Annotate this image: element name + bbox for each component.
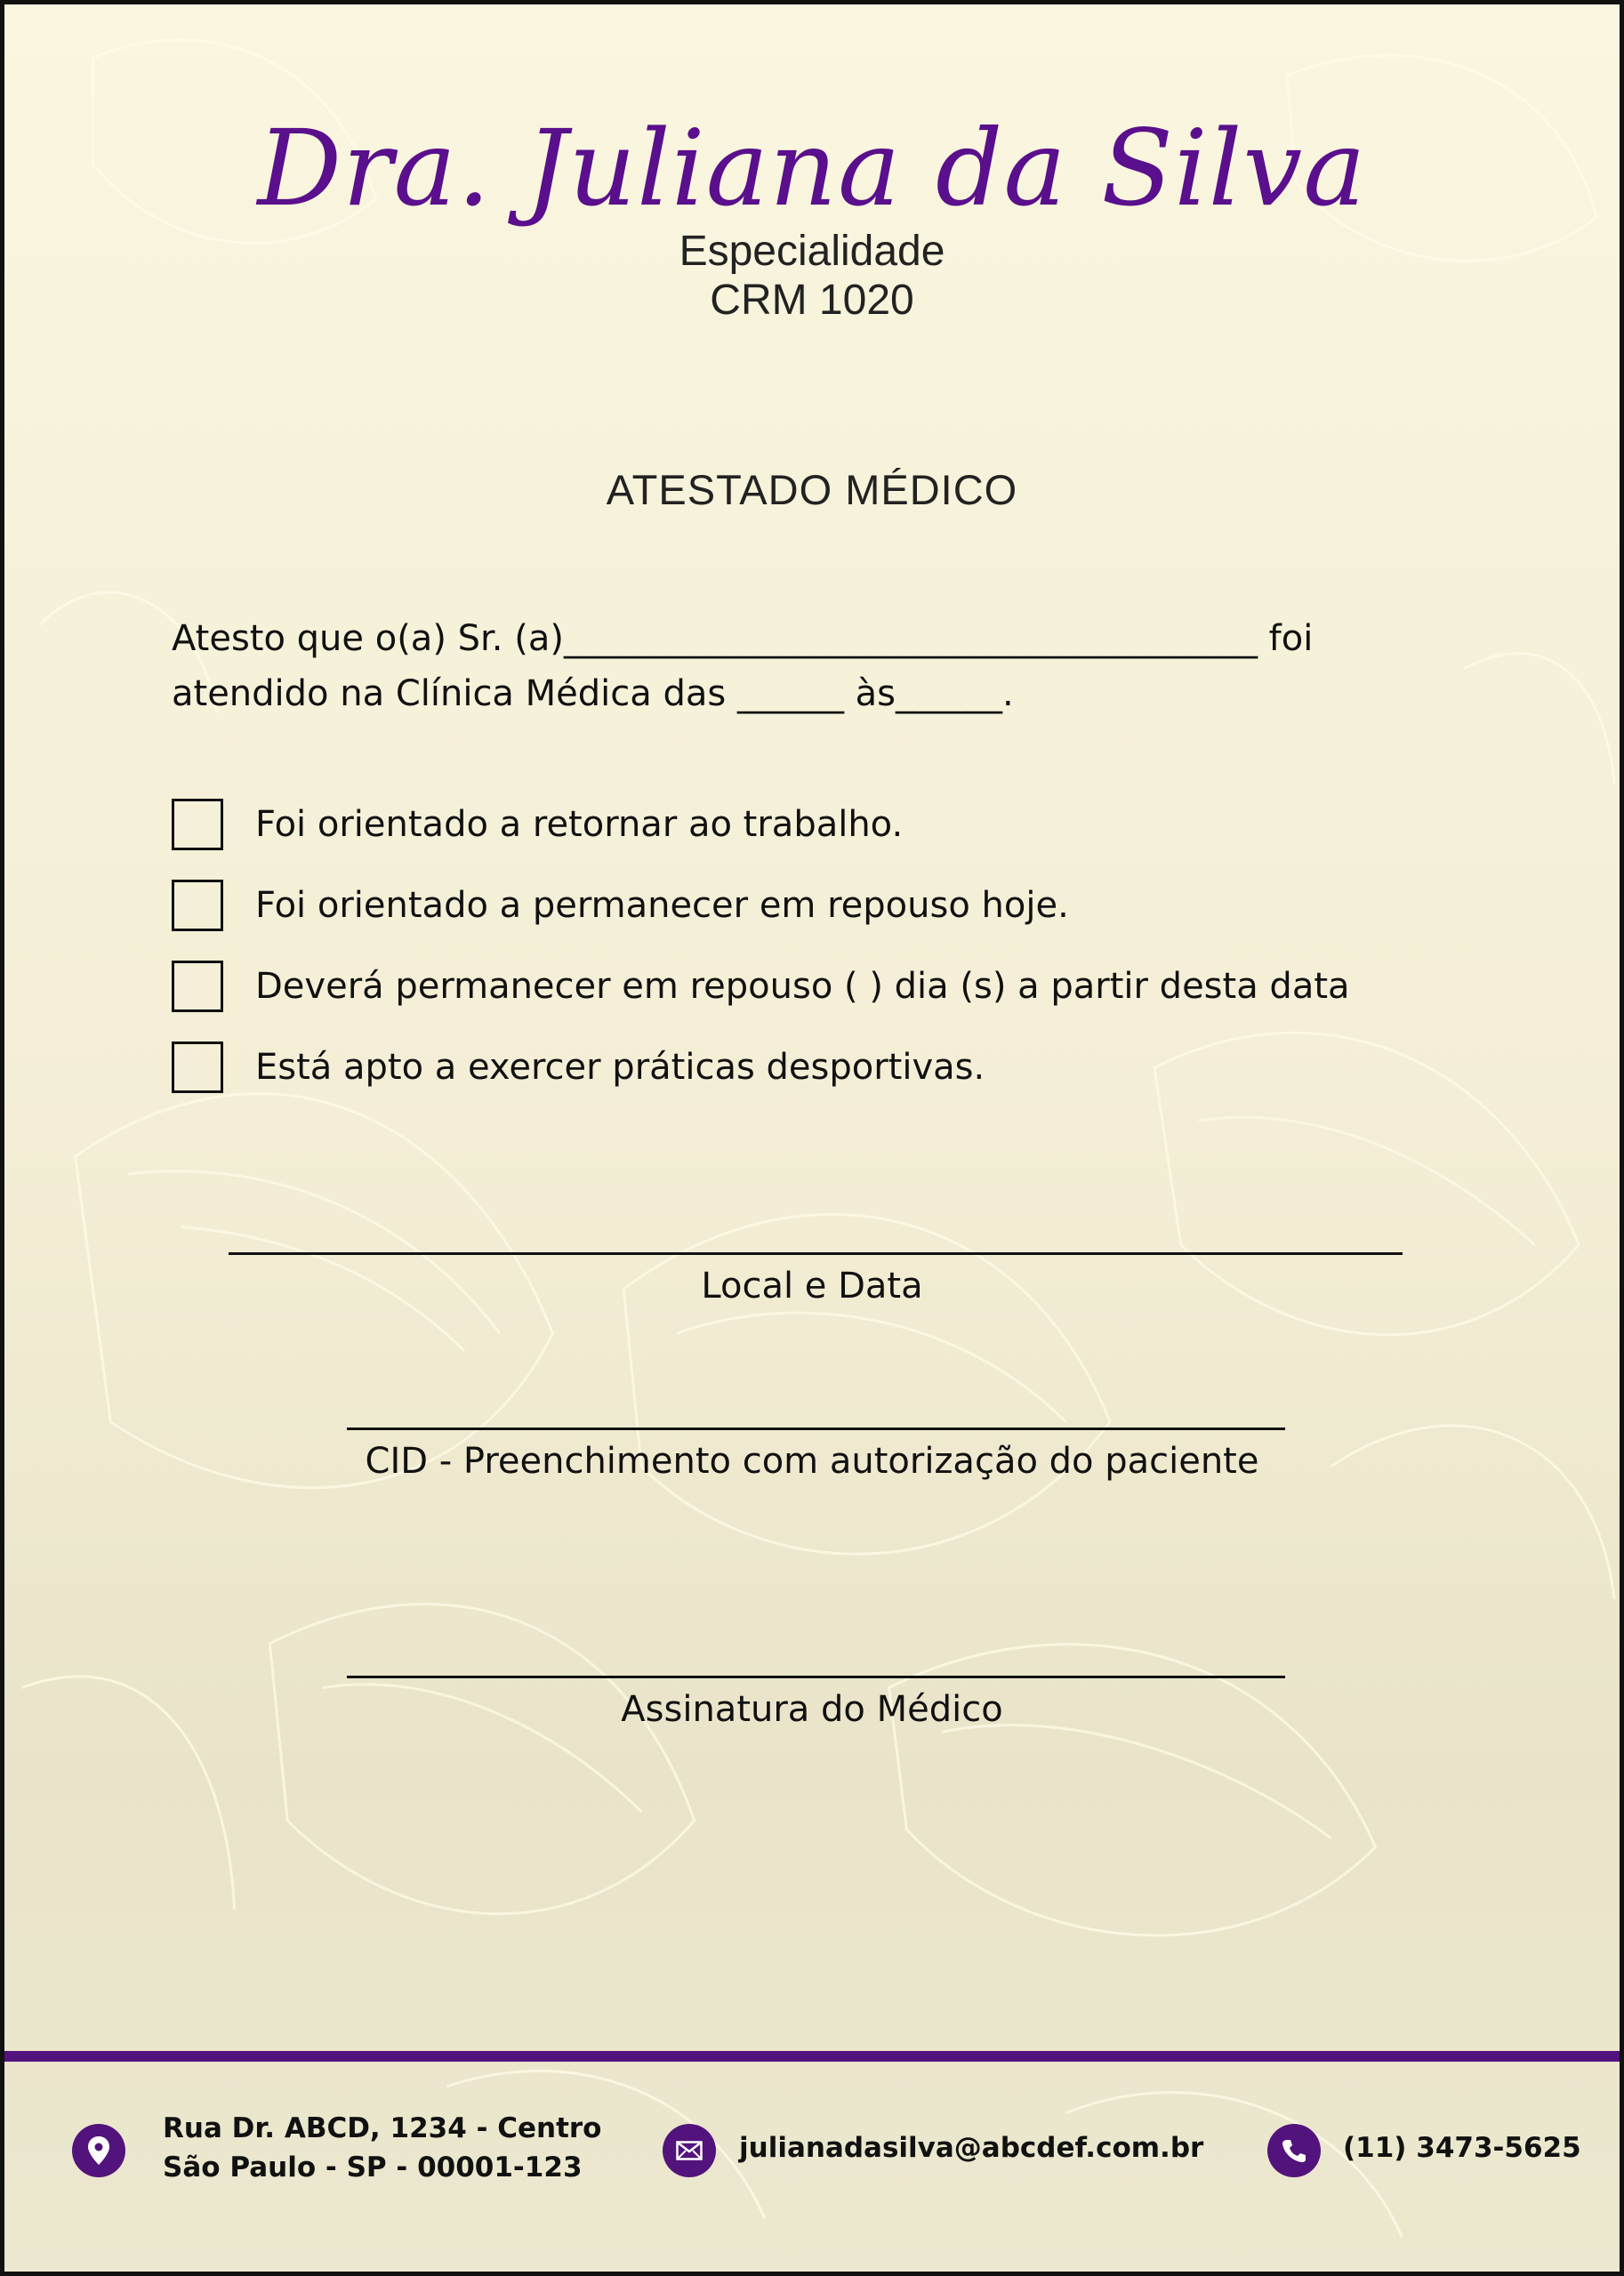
checkbox[interactable] bbox=[172, 1041, 223, 1093]
checklist-item bbox=[172, 798, 1350, 851]
location-pin-icon bbox=[72, 2124, 125, 2177]
statement-line-1: Atesto que o(a) Sr. (a)_______________________________________ foi bbox=[172, 618, 1314, 659]
address-line-1: Rua Dr. ABCD, 1234 - Centro bbox=[163, 2112, 602, 2144]
phone[interactable]: (11) 3473-5625 bbox=[1343, 2132, 1581, 2164]
crm-number: CRM 1020 bbox=[710, 276, 914, 324]
checklist-item bbox=[172, 879, 1350, 932]
checkbox[interactable] bbox=[172, 880, 223, 931]
checklist-item bbox=[172, 960, 1350, 1013]
local-date-line[interactable] bbox=[229, 1252, 1403, 1255]
footer-divider bbox=[4, 2051, 1620, 2062]
envelope-icon bbox=[663, 2124, 716, 2177]
email[interactable]: julianadasilva@abcdef.com.br bbox=[739, 2132, 1204, 2164]
signature-label: Assinatura do Médico bbox=[621, 1689, 1003, 1730]
phone-icon bbox=[1267, 2124, 1321, 2177]
checklist-label: Foi orientado a permanecer em repouso hoje. bbox=[255, 885, 1069, 926]
checklist-label: Deverá permanecer em repouso ( ) dia (s) a partir desta data bbox=[255, 966, 1350, 1007]
specialty: Especialidade bbox=[679, 227, 945, 275]
checklist-item bbox=[172, 1041, 1350, 1094]
document-title: ATESTADO MÉDICO bbox=[606, 466, 1018, 513]
checklist-label: Foi orientado a retornar ao trabalho. bbox=[255, 804, 904, 845]
statement-line-2: atendido na Clínica Médica das ______ às______. bbox=[172, 673, 1014, 714]
doctor-name: Dra. Juliana da Silva bbox=[257, 107, 1367, 229]
header bbox=[4, 107, 1620, 325]
footer bbox=[4, 2103, 1620, 2201]
address-line-2: São Paulo - SP - 00001-123 bbox=[163, 2151, 583, 2184]
signature-line[interactable] bbox=[347, 1676, 1285, 1678]
floral-background bbox=[4, 4, 1620, 2272]
cid-line[interactable] bbox=[347, 1428, 1285, 1430]
checklist-label: Está apto a exercer práticas desportivas. bbox=[255, 1047, 985, 1088]
checklist bbox=[172, 798, 1350, 1122]
cid-label: CID - Preenchimento com autorização do paciente bbox=[365, 1441, 1259, 1482]
statement bbox=[172, 611, 1470, 721]
address bbox=[163, 2109, 601, 2187]
local-date-label: Local e Data bbox=[701, 1266, 923, 1307]
checkbox[interactable] bbox=[172, 799, 223, 850]
checkbox[interactable] bbox=[172, 961, 223, 1012]
